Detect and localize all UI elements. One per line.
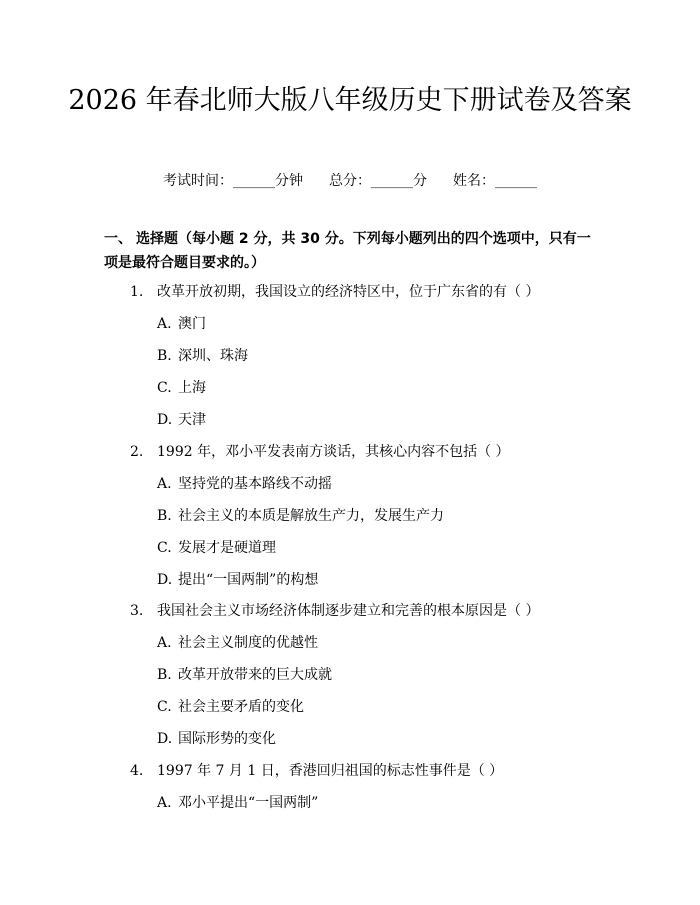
section-number: 一、 <box>104 231 132 247</box>
question-3-option-c <box>157 696 304 716</box>
question-number: 1. <box>130 284 144 300</box>
exam-title: 2026 年春北师大版八年级历史下册试卷及答案 <box>68 85 632 116</box>
option-text: 坚持党的基本路线不动摇 <box>178 476 332 492</box>
option-text: 澳门 <box>178 316 206 332</box>
question-3-option-d <box>157 728 276 748</box>
section-instructions: 选择题（每小题 2 分，共 30 分。下列每小题列出的四个选项中，只有一项是最符合题目要求的。） <box>104 231 591 271</box>
option-letter: A. <box>157 476 172 492</box>
question-2-option-b <box>157 505 444 525</box>
option-text: 天津 <box>178 412 206 428</box>
exam-time-field: 考试时间：______分钟 <box>163 173 303 189</box>
question-number: 3. <box>130 603 144 619</box>
option-text: 提出“一国两制”的构想 <box>178 572 319 588</box>
exam-meta <box>0 170 700 190</box>
question-4 <box>130 760 503 780</box>
question-2 <box>130 441 510 461</box>
option-text: 社会主义的本质是解放生产力，发展生产力 <box>178 508 444 524</box>
question-text: 改革开放初期，我国设立的经济特区中，位于广东省的有（ ） <box>157 284 540 300</box>
question-text: 我国社会主义市场经济体制逐步建立和完善的根本原因是（ ） <box>157 603 540 619</box>
option-letter: D. <box>157 572 173 588</box>
option-text: 发展才是硬道理 <box>178 540 276 556</box>
option-letter: B. <box>157 508 172 524</box>
option-letter: D. <box>157 731 173 747</box>
option-letter: D. <box>157 412 173 428</box>
option-letter: C. <box>157 540 172 556</box>
question-1-option-a <box>157 313 206 333</box>
option-letter: B. <box>157 667 172 683</box>
question-3 <box>130 600 539 620</box>
option-letter: A. <box>157 635 172 651</box>
question-4-option-a <box>157 792 318 812</box>
question-3-option-a <box>157 632 318 652</box>
question-2-option-c <box>157 537 276 557</box>
option-text: 社会主要矛盾的变化 <box>178 699 304 715</box>
question-2-option-a <box>157 473 332 493</box>
total-score-field: 总分：______分 <box>329 173 427 189</box>
question-number: 4. <box>130 763 144 779</box>
option-text: 邓小平提出“一国两制” <box>178 795 319 811</box>
question-1-option-b <box>157 345 248 365</box>
option-letter: A. <box>157 316 172 332</box>
question-text: 1997 年 7 月 1 日，香港回归祖国的标志性事件是（ ） <box>157 763 504 779</box>
question-1 <box>130 281 539 301</box>
question-1-option-d <box>157 409 206 429</box>
question-2-option-d <box>157 569 318 589</box>
question-number: 2. <box>130 444 144 460</box>
option-text: 改革开放带来的巨大成就 <box>178 667 332 683</box>
section-heading <box>104 227 604 275</box>
option-letter: C. <box>157 699 172 715</box>
option-letter: C. <box>157 380 172 396</box>
option-letter: B. <box>157 348 172 364</box>
student-name-field: 姓名：______ <box>453 173 537 189</box>
option-text: 深圳、珠海 <box>178 348 248 364</box>
option-text: 社会主义制度的优越性 <box>178 635 318 651</box>
question-text: 1992 年，邓小平发表南方谈话，其核心内容不包括（ ） <box>157 444 510 460</box>
option-text: 上海 <box>178 380 206 396</box>
question-3-option-b <box>157 664 332 684</box>
question-1-option-c <box>157 377 206 397</box>
option-text: 国际形势的变化 <box>178 731 276 747</box>
option-letter: A. <box>157 795 172 811</box>
